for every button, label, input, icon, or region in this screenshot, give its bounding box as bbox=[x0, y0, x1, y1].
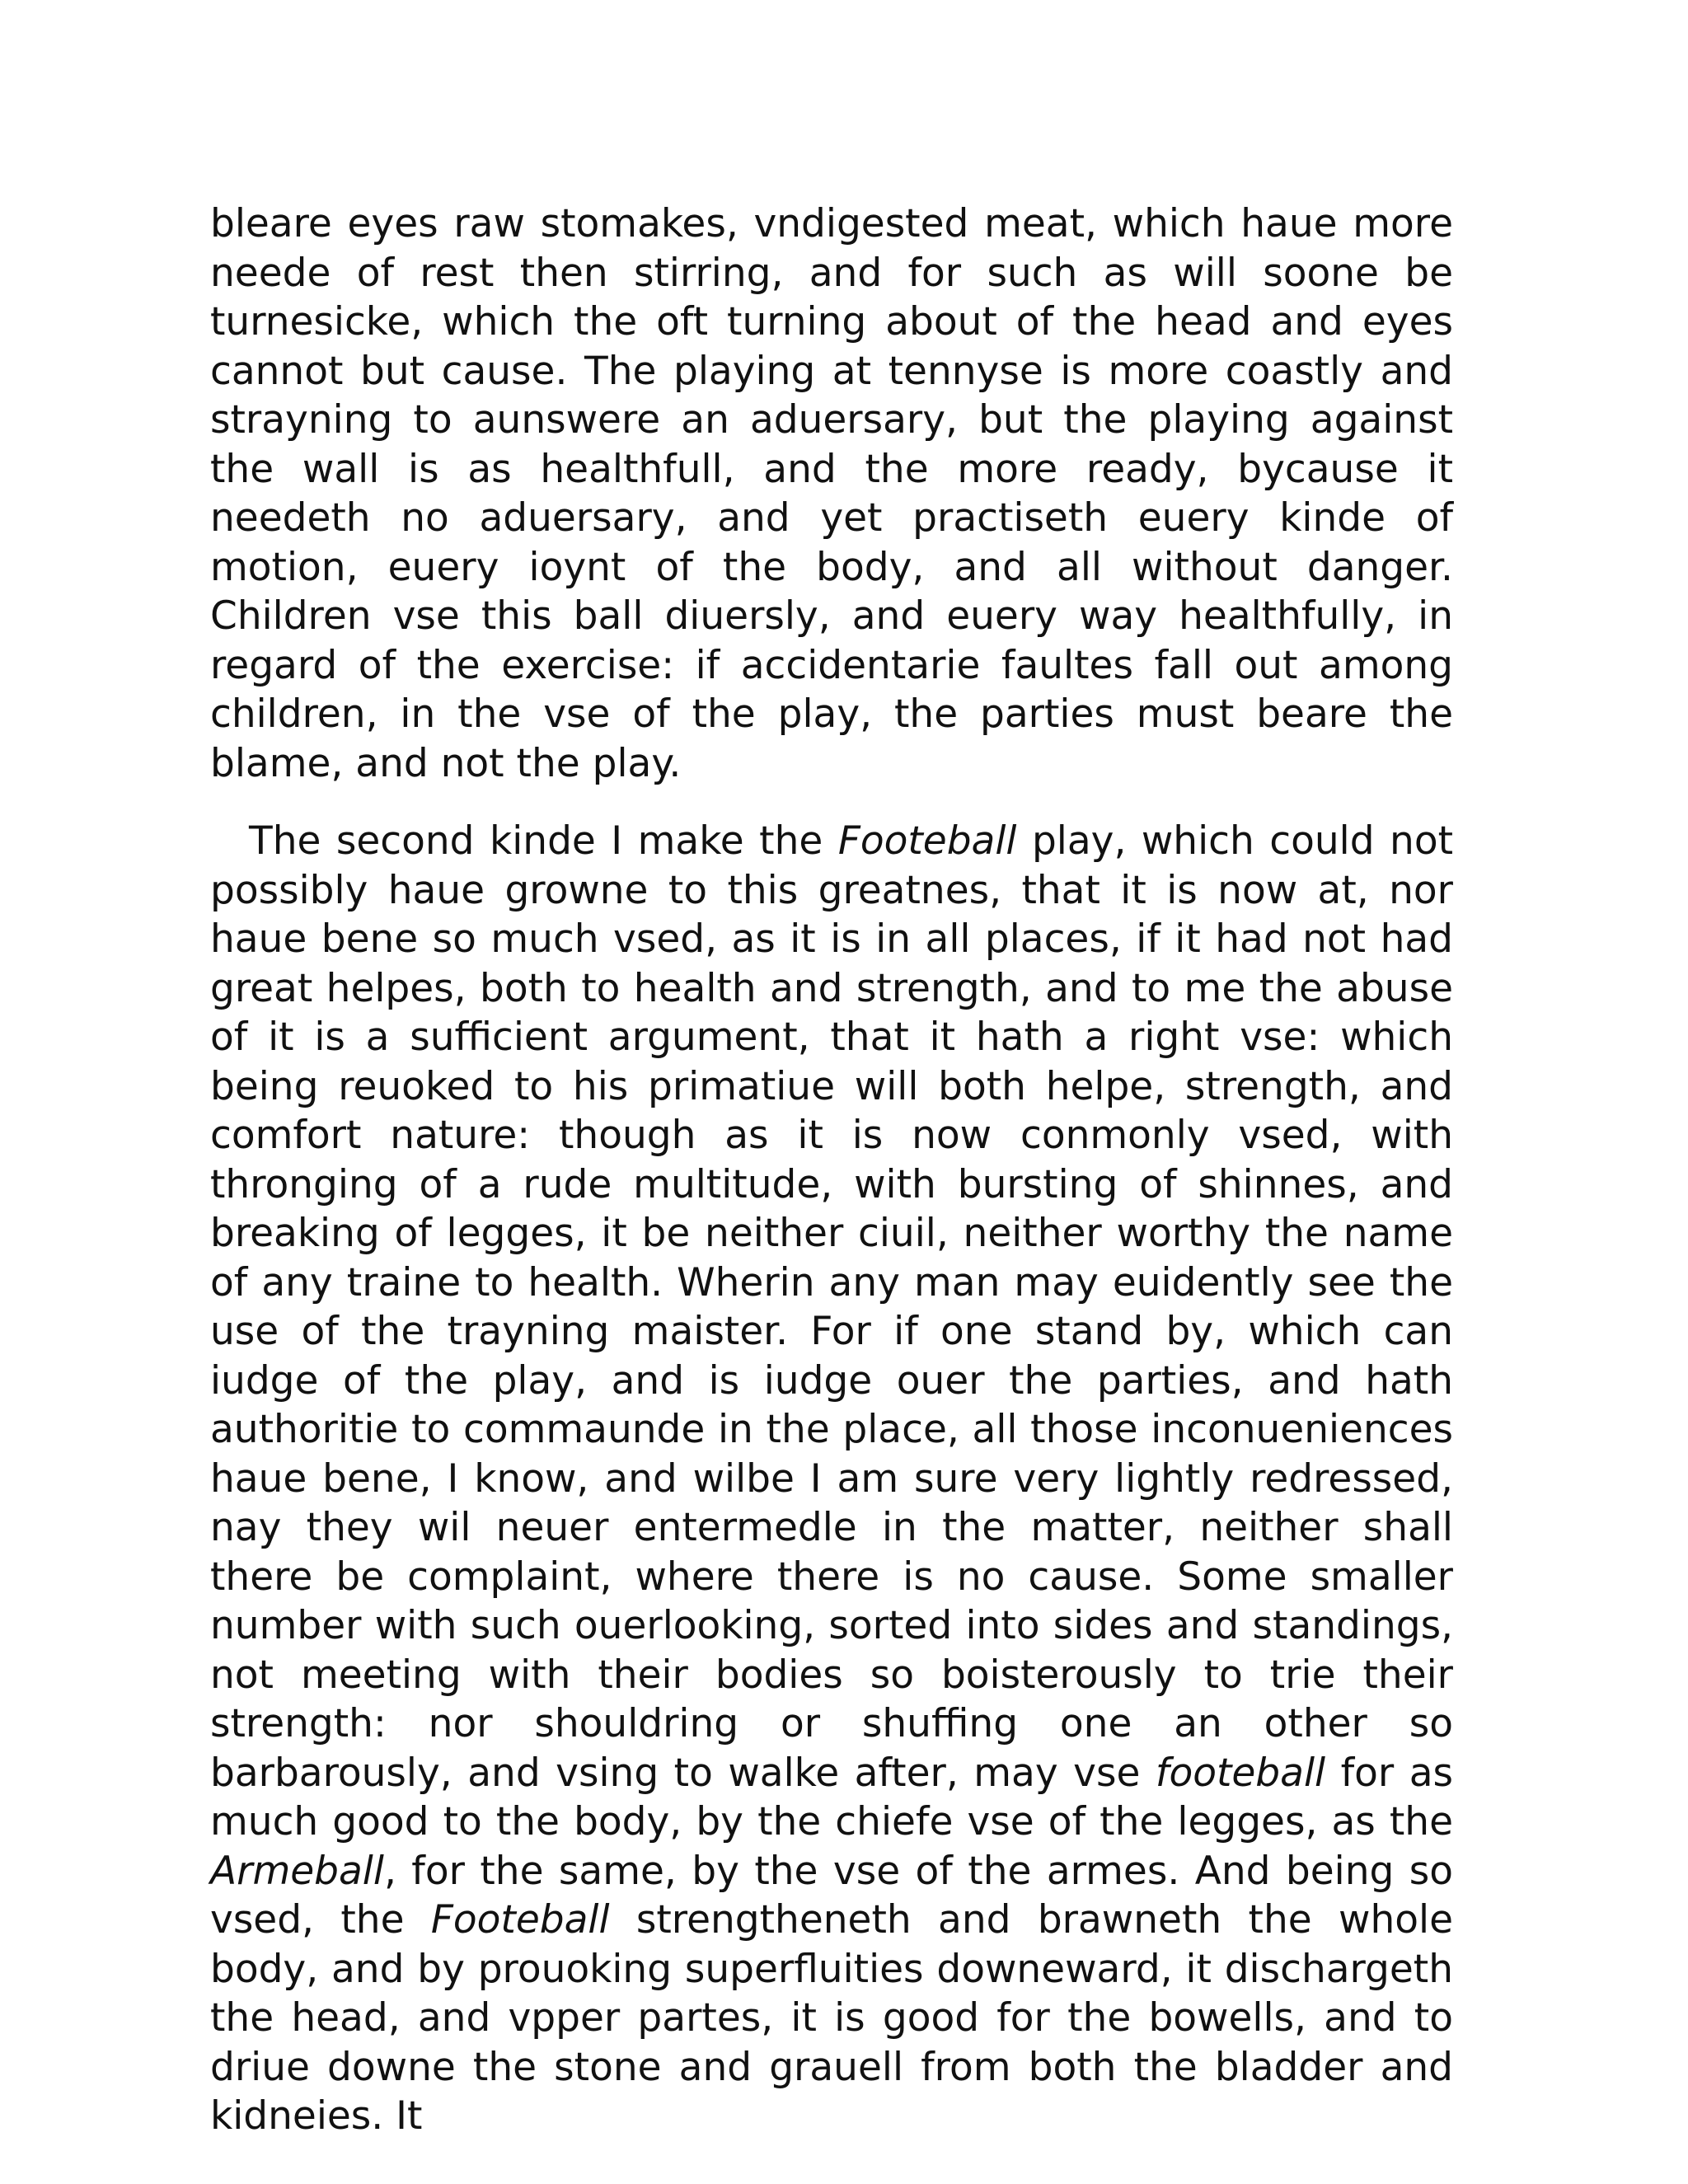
paragraph-1 bbox=[210, 199, 1453, 788]
body-text bbox=[210, 199, 1453, 2141]
italic-term-footeball: Footeball bbox=[430, 1897, 610, 1943]
paragraph-2 bbox=[210, 817, 1453, 2141]
text-run: The second kinde I make the bbox=[249, 818, 838, 864]
italic-term-armeball: Armeball bbox=[210, 1848, 384, 1894]
text-run: play, which could not possibly haue growne to this greatnes, that it is now at, nor haue bene so much vsed, as it is in all places, if it had not had great helpes, both to health and strength, and to me the abuse of it is a sufficient argument, that it hath a right vse: which being reuoked to his primatiue will both helpe, strength, and comfort nature: though as it is now conmonly vsed, with thronging of a rude multitude, with bursting of shinnes, and breaking of legges, it be neither ciuil, neither worthy the name of any traine to health. Wherin any man may euidently see the use of the trayning maister. For if one stand by, which can iudge of the play, and is iudge ouer the parties, and hath authoritie to commaunde in the place, all those inconueniences haue bene, I know, and wilbe I am sure very lightly redressed, nay they wil neuer entermedle in the matter, neither shall there be complaint, where there is no cause. Some smaller number with such ouerlooking, sorted into sides and standings, not meeting with their bodies so boisterously to trie their strength: nor shouldring or shuffing one an other so barbarously, and vsing to walke after, may vse bbox=[210, 818, 1454, 1796]
text-run: for as much good to the body, by the chiefe vse of the legges, as the bbox=[210, 1750, 1453, 1844]
text-run: bleare eyes raw stomakes, vndigested meat, which haue more neede of rest then stirring, and for such as will soone be turnesicke, which the oft turning about of the head and eyes cannot but cause. The playing at tennyse is more coastly and strayning to aunswere an aduersary, but the playing against the wall is as healthfull, and the more ready, bycause it needeth no aduersary, and yet practiseth euery kinde of motion, euery ioynt of the body, and all without danger. Children vse this ball diuersly, and euery way healthfully, in regard of the exercise: if accidentarie faultes fall out among children, in the vse of the play, the parties must beare the blame, and not the play. bbox=[210, 201, 1453, 786]
text-run: strengtheneth and brawneth the whole body, and by prouoking superfluities downeward, it dischargeth the head, and vpper partes, it is good for the bowells, and to driue downe the stone and grauell from both the bladder and kidneies. It bbox=[210, 1897, 1453, 2139]
text-run: , for the same, by the vse of the armes. And being so vsed, the bbox=[210, 1848, 1453, 1943]
italic-term-footeball: footeball bbox=[1155, 1750, 1326, 1796]
italic-term-footeball: Footeball bbox=[837, 818, 1017, 864]
